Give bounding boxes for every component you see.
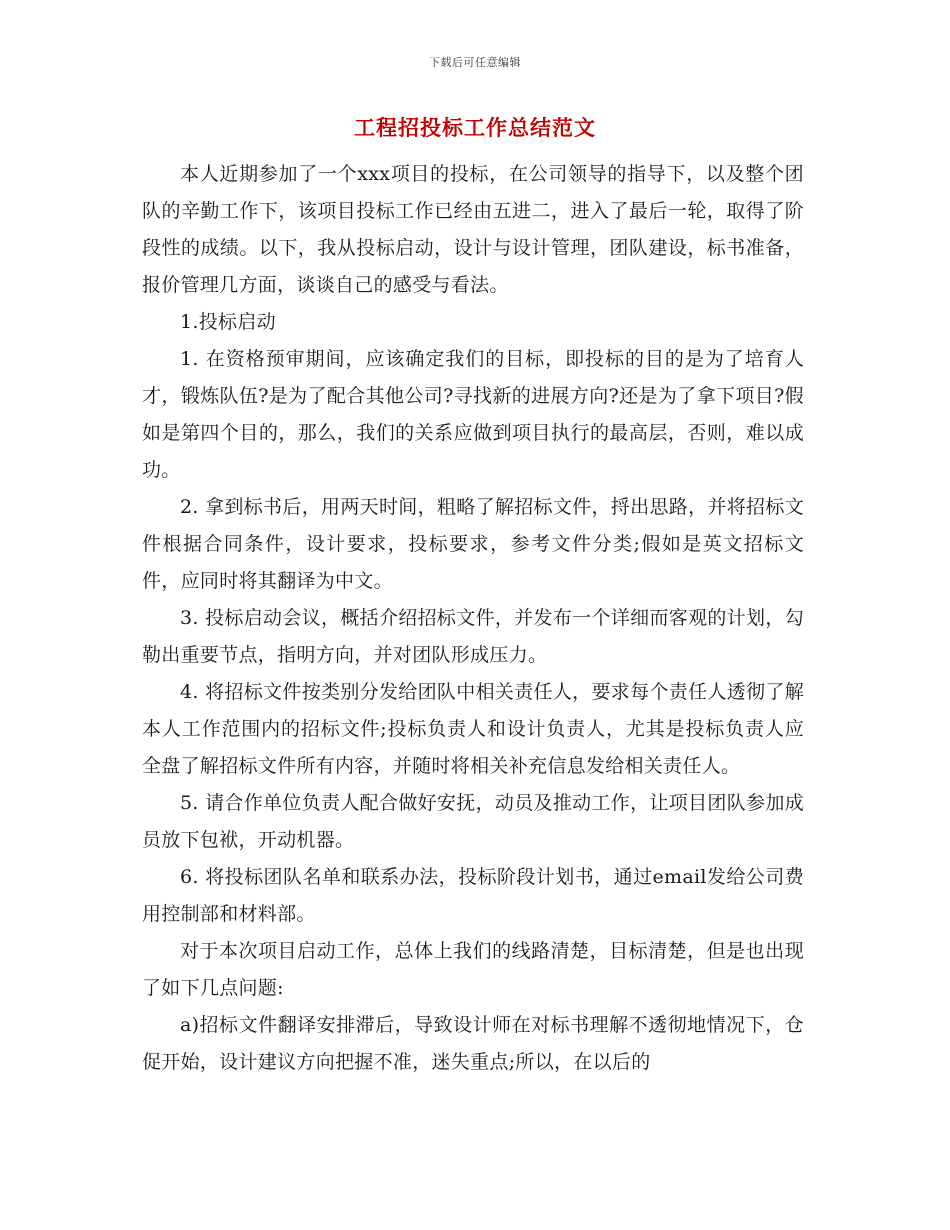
paragraph-item-3: 3. 投标启动会议，概括介绍招标文件，并发布一个详细而客观的计划，勾勒出重要节点，指明方向，并对团队形成压力。 <box>142 607 804 666</box>
document-body <box>142 156 804 1081</box>
paragraph-summary: 对于本次项目启动工作，总体上我们的线路清楚，目标清楚，但是也出现了如下几点问题: <box>142 940 804 999</box>
paragraph-item-5: 5. 请合作单位负责人配合做好安抚，动员及推动工作，让项目团队参加成员放下包袱，开动机器。 <box>142 792 804 851</box>
section-heading-bid-kickoff: 1.投标启动 <box>180 311 276 333</box>
paragraph-item-1: 1. 在资格预审期间，应该确定我们的目标，即投标的目的是为了培育人才，锻炼队伍?是为了配合其他公司?寻找新的进展方向?还是为了拿下项目?假如是第四个目的，那么，我们的关系应做到项目执行的最高层，否则，难以成功。 <box>142 348 804 481</box>
paragraph-item-4: 4. 将招标文件按类别分发给团队中相关责任人，要求每个责任人透彻了解本人工作范围内的招标文件;投标负责人和设计负责人，尤其是投标负责人应全盘了解招标文件所有内容，并随时将相关补充信息发给相关责任人。 <box>142 681 804 777</box>
paragraph-item-6: 6. 将投标团队名单和联系办法，投标阶段计划书，通过email发给公司费用控制部和材料部。 <box>142 866 804 925</box>
paragraph-item-2: 2. 拿到标书后，用两天时间，粗略了解招标文件，捋出思路，并将招标文件根据合同条件，设计要求，投标要求，参考文件分类;假如是英文招标文件，应同时将其翻译为中文。 <box>142 496 804 592</box>
header-note: 下载后可任意编辑 <box>429 56 521 69</box>
paragraph-issue-a: a)招标文件翻译安排滞后，导致设计师在对标书理解不透彻地情况下，仓促开始，设计建议方向把握不准，迷失重点;所以，在以后的 <box>142 1014 804 1073</box>
document-title: 工程招投标工作总结范文 <box>354 115 596 140</box>
paragraph-intro: 本人近期参加了一个xxx项目的投标，在公司领导的指导下，以及整个团队的辛勤工作下，该项目投标工作已经由五进二，进入了最后一轮，取得了阶段性的成绩。以下，我从投标启动，设计与设计管理，团队建设，标书准备，报价管理几方面，谈谈自己的感受与看法。 <box>142 163 804 296</box>
